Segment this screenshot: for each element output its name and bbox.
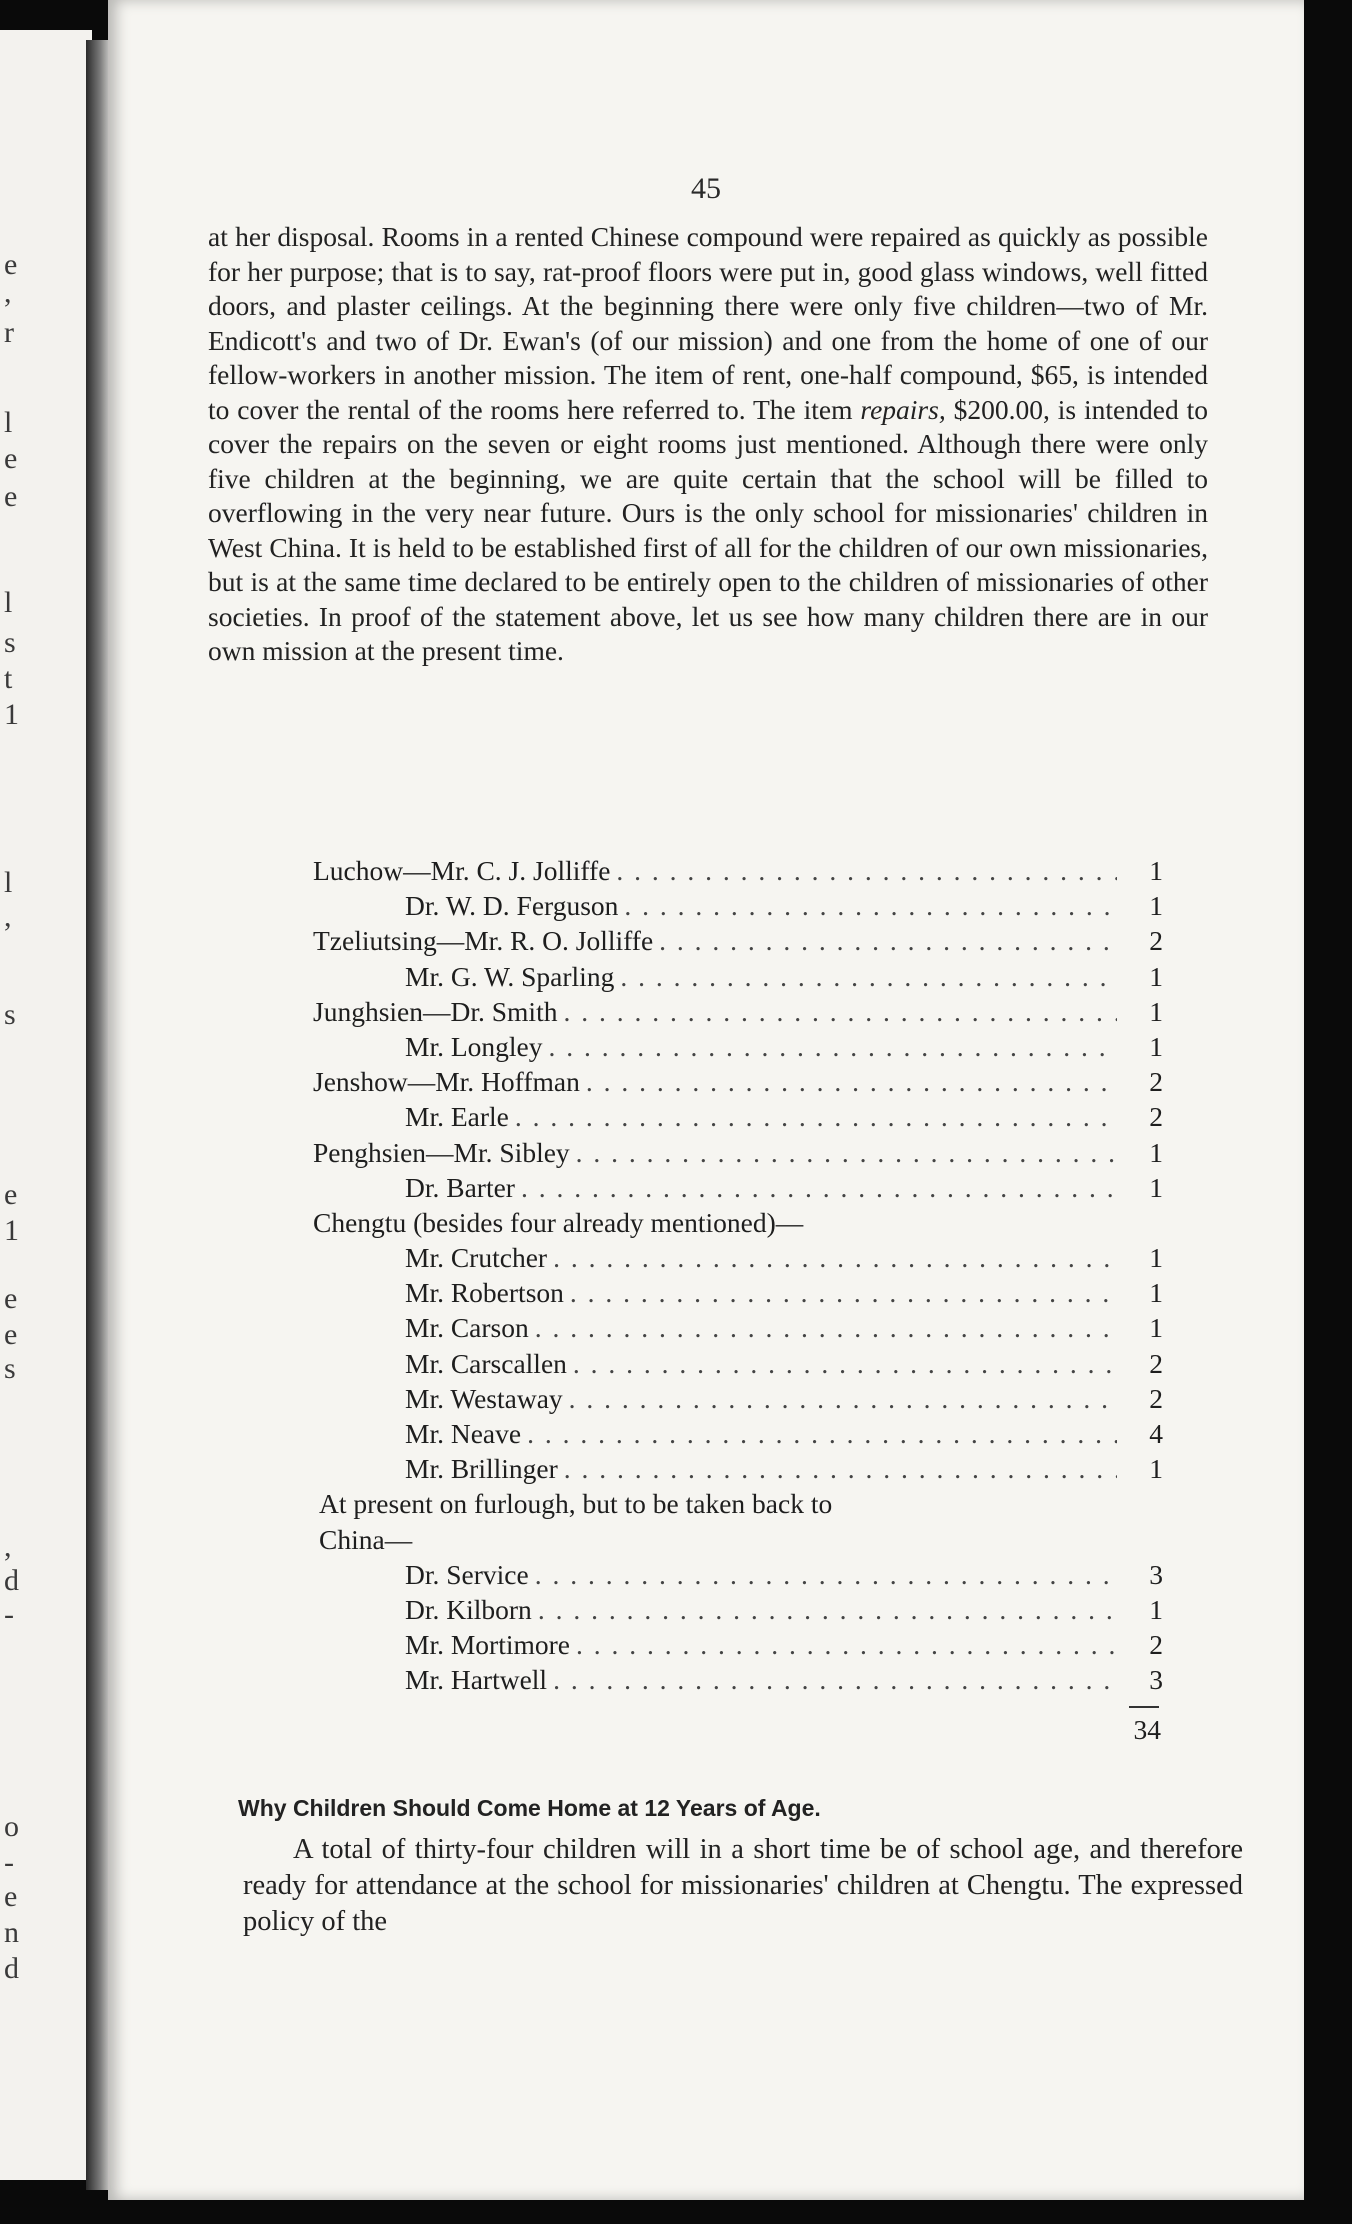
- entry-name: Luchow—Mr. C. J. Jolliffe: [313, 855, 611, 886]
- facing-page-fragment: ,: [4, 1530, 12, 1563]
- facing-page-fragment: e: [4, 442, 18, 475]
- entry-count: 1: [1149, 1136, 1163, 1168]
- entry-count: 3: [1149, 1664, 1163, 1696]
- leader-dots: [521, 1172, 1117, 1204]
- list-row: [313, 1348, 1163, 1383]
- entry-name: Dr. Barter: [405, 1171, 515, 1203]
- leader-dots: [620, 961, 1117, 993]
- entry-name: Tzeliutsing—Mr. R. O. Jolliffe: [313, 925, 654, 957]
- leader-dots: [549, 1031, 1118, 1063]
- facing-page-fragment: -: [4, 1598, 14, 1631]
- leader-dots: [535, 1312, 1117, 1344]
- entry-count: 2: [1149, 1347, 1163, 1379]
- leader-dots: [527, 1418, 1117, 1450]
- entry-count: 2: [1149, 1101, 1163, 1133]
- entry-count: 2: [1149, 1382, 1163, 1414]
- facing-page-fragment: l: [4, 866, 13, 899]
- entry-count: 1: [1149, 960, 1163, 992]
- body-paragraph: [208, 220, 1208, 669]
- leader-dots: [569, 1383, 1117, 1415]
- entry-count: 3: [1149, 1558, 1163, 1590]
- facing-page-fragment: n: [4, 1916, 19, 1949]
- body-paragraph-2: A total of thirty-four children will in a short time be of school age, and therefore ready for attendance at the school for missionaries' children at Chengtu. The expressed policy of the: [243, 1834, 1243, 1937]
- entry-count: 1: [1149, 1593, 1163, 1625]
- book-page: [108, 0, 1304, 2200]
- facing-page-fragment: s: [4, 1352, 16, 1385]
- entry-count: 1: [1149, 1171, 1163, 1203]
- leader-dots: [553, 1242, 1117, 1274]
- entry-name: Mr. Carson: [405, 1312, 529, 1344]
- leader-dots: [535, 1559, 1117, 1591]
- entry-count: 1: [1149, 1453, 1163, 1485]
- leader-dots: [564, 1453, 1117, 1485]
- leader-dots: [616, 855, 1117, 887]
- list-row: [313, 1031, 1163, 1066]
- list-group-heading: [313, 1524, 1163, 1559]
- entry-name: Mr. Longley: [405, 1030, 543, 1062]
- leader-dots: [563, 996, 1117, 1028]
- entry-name: Mr. Earle: [405, 1101, 509, 1133]
- group-label: China—: [319, 1523, 413, 1555]
- entry-name: Dr. Service: [405, 1558, 529, 1590]
- list-row: [313, 1594, 1163, 1629]
- leader-dots: [553, 1664, 1117, 1696]
- page-number: 45: [691, 172, 721, 205]
- entry-count: 4: [1149, 1418, 1163, 1449]
- facing-page-fragment: e: [4, 1282, 18, 1315]
- list-row: [313, 1559, 1163, 1594]
- leader-dots: [576, 1629, 1117, 1661]
- entry-name: Mr. Carscallen: [405, 1347, 567, 1379]
- entry-count: 1: [1149, 1277, 1163, 1309]
- facing-page-fragment: d: [4, 1564, 19, 1597]
- entry-name: Mr. Crutcher: [405, 1242, 548, 1274]
- facing-page-fragment: -: [4, 1846, 14, 1879]
- facing-page-fragment: l: [4, 586, 13, 619]
- entry-name: Dr. Kilborn: [405, 1593, 532, 1625]
- list-row: [313, 1101, 1163, 1136]
- paragraph-text: at her disposal. Rooms in a rented Chinese compound were repaired as quickly as possible for her purpose; that is to say, rat-proof floors were put in, good glass windows, well fitted doors, and plaster ceilings. At the beginning there were only five children—two of Mr. Endicott's and two of Dr. Ewan's (of our mission) and one from the home of one of our fellow-workers in another mission. The item of rent, one-half compound, $65, is intended to cover the rental of the rooms here referred to. The item: [208, 221, 1208, 425]
- list-row: [313, 1312, 1163, 1347]
- list-row: [313, 996, 1163, 1031]
- entry-name: Mr. Neave: [405, 1418, 522, 1449]
- facing-page-fragment: ,: [4, 900, 12, 933]
- children-count-list: [313, 855, 1163, 1752]
- list-row: [313, 1137, 1163, 1172]
- entry-count: 2: [1149, 1629, 1163, 1661]
- entry-name: Junghsien—Dr. Smith: [313, 995, 558, 1027]
- leader-dots: [586, 1066, 1117, 1098]
- facing-page-fragment: d: [4, 1952, 19, 1985]
- list-row: [313, 925, 1163, 960]
- facing-page-fragment: r: [4, 316, 14, 349]
- list-row: [313, 890, 1163, 925]
- list-row: [313, 1453, 1163, 1488]
- list-row: [313, 1242, 1163, 1277]
- leader-dots: [515, 1101, 1117, 1133]
- entry-count: 2: [1149, 1066, 1163, 1098]
- entry-name: Mr. G. W. Sparling: [405, 960, 615, 992]
- entry-count: 1: [1149, 1030, 1163, 1062]
- entry-name: Penghsien—Mr. Sibley: [313, 1136, 570, 1168]
- scan-bottom-edge: [0, 2200, 1352, 2224]
- italic-term: repairs,: [860, 393, 946, 425]
- entry-name: Mr. Westaway: [405, 1382, 563, 1414]
- facing-page-edge: [0, 30, 92, 2180]
- facing-page-fragment: ,: [4, 276, 12, 309]
- list-row: [313, 1277, 1163, 1312]
- facing-page-fragment: l: [4, 406, 13, 439]
- facing-page-fragment: e: [4, 1318, 18, 1351]
- facing-page-fragment: s: [4, 998, 16, 1031]
- leader-dots: [573, 1348, 1117, 1380]
- list-row: [313, 1629, 1163, 1664]
- paragraph-text: $200.00, is intended to cover the repairs on the seven or eight rooms just mentioned. Although there were only five children at the beginning, we are quite certain that the school will be filled to overflowing in the very near future. Ours is the only school for missionaries' children in West China. It is held to be established first of all for the children of our own missionaries, but is at the same time declared to be entirely open to the children of missionaries of other societies. In proof of the statement above, let us see how many children there are in our own mission at the present time.: [208, 393, 1208, 666]
- entry-count: 1: [1149, 1312, 1163, 1344]
- entry-name: Mr. Brillinger: [405, 1453, 558, 1485]
- entry-count: 2: [1149, 925, 1163, 957]
- facing-page-fragment: e: [4, 480, 18, 513]
- total-count: 34: [1133, 1713, 1161, 1745]
- list-row: [313, 1066, 1163, 1101]
- facing-page-fragment: e: [4, 1178, 18, 1211]
- list-group-heading: [313, 1488, 1163, 1523]
- entry-count: 1: [1149, 995, 1163, 1027]
- list-row: [313, 1172, 1163, 1207]
- list-row: [313, 1383, 1163, 1418]
- facing-page-fragment: 1: [4, 1214, 19, 1247]
- leader-dots: [624, 890, 1117, 922]
- facing-page-fragment: o: [4, 1810, 19, 1843]
- list-row: [313, 1418, 1163, 1453]
- facing-page-fragment: e: [4, 1880, 18, 1913]
- leader-dots: [538, 1594, 1117, 1626]
- entry-name: Mr. Robertson: [405, 1277, 564, 1309]
- leader-dots: [659, 925, 1117, 957]
- entry-count: 1: [1149, 1242, 1163, 1274]
- leader-dots: [576, 1137, 1117, 1169]
- group-label: At present on furlough, but to be taken back to: [319, 1488, 833, 1520]
- entry-name: Mr. Hartwell: [405, 1664, 548, 1696]
- section-heading: Why Children Should Come Home at 12 Years of Age.: [238, 1795, 821, 1821]
- book-binding-gutter: [86, 40, 110, 2190]
- list-row: [313, 961, 1163, 996]
- facing-page-fragment: 1: [4, 698, 19, 731]
- leader-dots: [570, 1277, 1117, 1309]
- entry-count: 1: [1149, 855, 1163, 886]
- list-row: [313, 855, 1163, 890]
- entry-count: 1: [1149, 890, 1163, 922]
- entry-name: Mr. Mortimore: [405, 1629, 570, 1661]
- list-row: [313, 1664, 1163, 1699]
- facing-page-fragment: s: [4, 626, 16, 659]
- list-group-heading: [313, 1207, 1163, 1242]
- entry-name: Jenshow—Mr. Hoffman: [313, 1066, 580, 1098]
- facing-page-fragment: e: [4, 248, 18, 281]
- facing-page-fragment: t: [4, 662, 13, 695]
- group-label: Chengtu (besides four already mentioned)—: [313, 1206, 804, 1238]
- entry-name: Dr. W. D. Ferguson: [405, 890, 619, 922]
